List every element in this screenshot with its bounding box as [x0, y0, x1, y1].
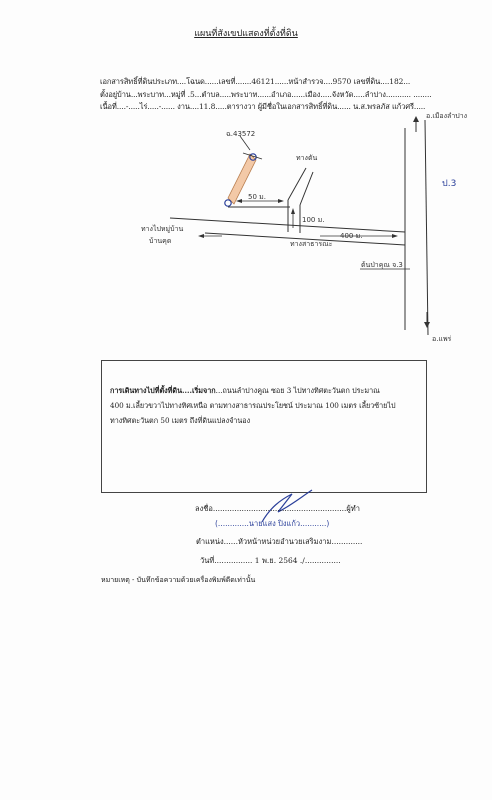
- sign-label: ลงชื่อ........................................................ผู้ทำ: [195, 504, 360, 513]
- document-title: แผนที่สังเขปแสดงที่ตั้งที่ดิน: [194, 29, 298, 39]
- directions-box: [101, 360, 427, 493]
- location-sketch-map: [0, 0, 492, 360]
- dist-side-label: 100 ม.: [302, 216, 325, 224]
- side-road-label: ทางตัน: [296, 154, 318, 162]
- plot-marker-south: [225, 200, 231, 206]
- signer-position: ตำแหน่ง......หัวหน้าหน่วยอำนวยเสริมงาม.............: [196, 537, 363, 546]
- south-arrow-head: [424, 322, 430, 328]
- signer-name: (.............นายแสง ปิงแก้ว...........): [215, 519, 330, 528]
- title-deed-line: เอกสารสิทธิ์ที่ดินประเภท....โฉนด......เลขที่.......46121......หน้าสำรวจ....9570 เลขที่ดิน....182...: [100, 77, 411, 86]
- area-owner-line: เนื้อที่....-.....ไร่.....-...... งาน....11.8.....ตารางวา ผู้มีชื่อในเอกสารสิทธิ์ที่ดิน...... น.ส.พรลภัส แก้วศรี.....: [100, 102, 426, 111]
- signature-date: วันที่................ 1 พ.ย. 2564 ./...............: [200, 556, 341, 565]
- left-label-2: บ้านคุด: [149, 237, 172, 245]
- dist-main-arrow: [392, 234, 398, 238]
- left-label-1: ทางไปหมู่บ้าน: [141, 225, 184, 233]
- dist-main-label: 400 ม.: [340, 232, 363, 240]
- north-arrow-head: [413, 116, 419, 122]
- directions-text-2: 400 ม.เลี้ยวขวาไปทางทิศเหนือ ตามทางสาธารณประโยชน์ ประมาณ 100 เมตร เลี้ยวซ้ายไป: [110, 401, 396, 410]
- junction-label: ต้นป่าคุณ จ.3: [361, 261, 403, 269]
- dist-plot-label: 50 ม.: [248, 193, 266, 201]
- road-bottom-label: อ.แพร่: [432, 335, 452, 343]
- stamp-number: ป.3: [442, 179, 457, 189]
- plot-label: ฉ.43572: [226, 130, 256, 138]
- location-line: ตั้งอยู่บ้าน...พระบาท...หมู่ที่ .5...ตำบล.....พระบาท......อำเภอ......เมือง.....จังหวัด.....ลำปาง........... ........: [100, 90, 432, 99]
- main-road-label: ทางสาธารณะ: [290, 240, 333, 248]
- west-arrow-head: [198, 234, 204, 238]
- dist-plot-arrow-right: [278, 199, 284, 203]
- directions-text-1: ...ถนนลำปางคูณ ซอย 3 ไปทางทิศตะวันตก ประมาณ: [215, 386, 380, 395]
- side-road-left-bend: [288, 168, 306, 200]
- plot-label-leader: [240, 136, 250, 150]
- side-road-right-bend: [300, 172, 313, 205]
- dist-side-arrow: [291, 208, 295, 214]
- footer-note: หมายเหตุ - บันทึกข้อความด้วยเครื่องพิมพ์ดีดเท่านั้น: [101, 576, 256, 584]
- dist-plot-arrow-left: [236, 199, 242, 203]
- road-top-label: อ.เมืองลำปาง: [426, 112, 468, 120]
- highway-right-edge: [425, 120, 428, 335]
- directions-text-3: ทางทิศตะวันตก 50 เมตร ถึงที่ดินแปลงจำนอง: [110, 416, 251, 425]
- directions-heading: การเดินทางไปที่ตั้งที่ดิน....เริ่มจาก: [110, 386, 216, 395]
